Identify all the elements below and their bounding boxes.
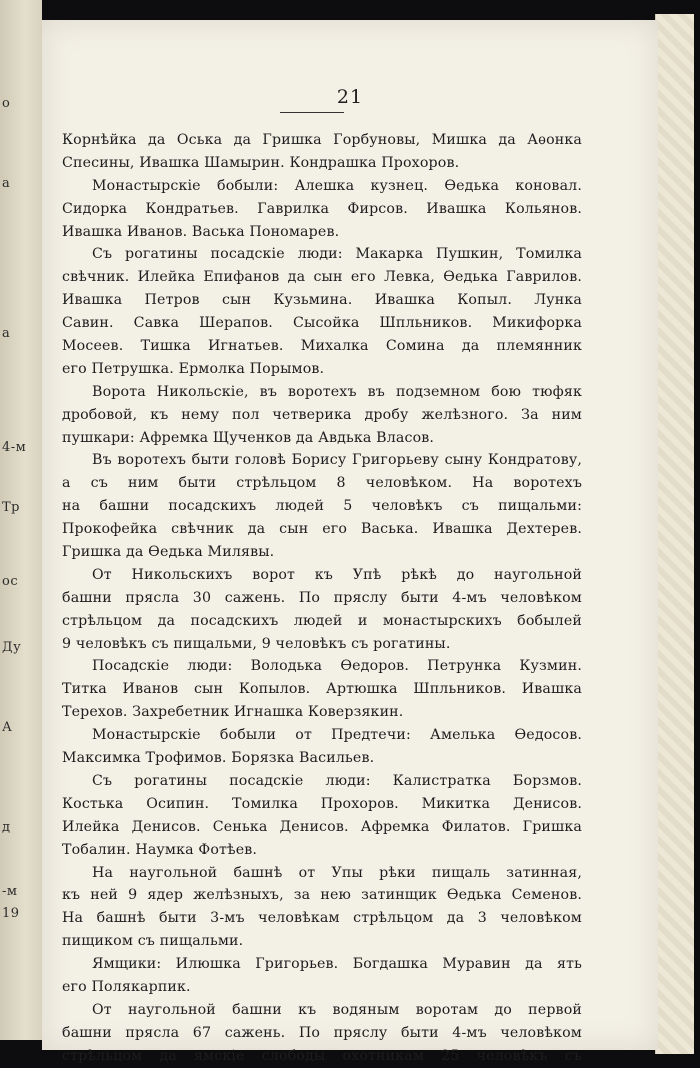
text-line: Ивашка Иванов. Васька Пономарев. [62, 223, 340, 240]
text-line: Терехов. Захребетник Игнашка Коверзякин. [62, 704, 404, 721]
underlying-page-edge [655, 14, 694, 1054]
text-line: От Никольскихъ ворот къ Упѣ рѣкѣ до наугольной [92, 566, 582, 583]
text-line: Савин. Савка Шерапов. Сысойка Шпльников. Микифорка [62, 315, 582, 332]
left-page-fragment: а [2, 176, 11, 191]
text-line: Ивашка Петров сын Кузьмина. Ивашка Копыл. Лунка [62, 292, 582, 309]
text-line: свѣчник. Илейка Епифанов да сын его Левка, Ѳедька Гаврилов. [62, 269, 582, 286]
text-line: 9 человѣкъ съ пищальми, 9 человѣкъ съ рогатины. [62, 635, 451, 652]
text-line: Максимка Трофимов. Борязка Васильев. [62, 750, 375, 767]
text-line: башни прясла 67 сажень. По пряслу быти 4-мъ человѣком [62, 1024, 582, 1041]
page-number-rule [280, 112, 344, 113]
text-line: Въ воротехъ быти головѣ Борису Григорьеву сыну Кондратову, [92, 452, 582, 469]
text-line: От наугольной башни къ водяным воротам до первой [92, 1001, 582, 1018]
text-line: Съ рогатины посадскіе люди: Макарка Пушкин, Томилка [92, 246, 582, 263]
text-line: а съ ним быти стрѣльцом 8 человѣком. На воротехъ [62, 475, 582, 492]
text-line: Тобалин. Наумка Фотѣев. [62, 841, 258, 858]
text-line: пушкари: Афремка Щученков да Авдька Власов. [62, 429, 435, 446]
text-line: башни прясла 30 сажень. По пряслу быти 4-мъ человѣком [62, 589, 582, 606]
text-line: Илейка Денисов. Сенька Денисов. Афремка Филатов. Гришка [62, 818, 582, 835]
text-line: Посадскіе люди: Володька Ѳедоров. Петрунка Кузмин. [92, 658, 582, 675]
text-line: Монастырскіе бобыли: Алешка кузнец. Ѳедька коновал. [92, 177, 582, 194]
left-page-fragment: Тр [2, 500, 20, 515]
text-line: Титка Иванов сын Копылов. Артюшка Шпльников. Ивашка [62, 681, 582, 698]
text-line: Сидорка Кондратьев. Гаврилка Фирсов. Ивашка Кольянов. [62, 200, 582, 217]
text-line: дробовой, къ нему пол четверика дробу желѣзного. За ним [62, 406, 582, 423]
left-page-fragment: 4-м [2, 440, 27, 455]
text-line: къ ней 9 ядер желѣзныхъ, за нею затинщик Ѳедька Семенов. [62, 887, 582, 904]
text-line: Ворота Никольскіе, въ воротехъ въ подземном бою тюфяк [92, 383, 582, 400]
left-page-edge [0, 0, 42, 1040]
left-page-fragment: А [2, 720, 13, 735]
text-line: Монастырскіе бобыли от Предтечи: Амелька Ѳедосов. [92, 727, 582, 744]
text-line: его Полякарпик. [62, 978, 191, 995]
text-line: Корнѣйка да Оська да Гришка Горбуновы, Мишка да Аѳонка [62, 132, 582, 148]
left-page-fragment: 19 [2, 906, 20, 921]
text-line: Съ рогатины посадскіе люди: Калистратка Борзмов. [92, 772, 582, 789]
page-number: 21 [336, 86, 364, 108]
text-line: Гришка да Ѳедька Милявы. [62, 544, 275, 561]
text-line: Прокофейка свѣчник да сын его Васька. Ивашка Дехтерев. [62, 521, 582, 538]
left-page-fragment: -м [2, 884, 18, 899]
left-page-fragment: д [2, 820, 11, 835]
text-line: На башнѣ быти 3-мъ человѣкам стрѣльцом да 3 человѣком [62, 910, 582, 927]
text-line: Ямщики: Илюшка Григорьев. Богдашка Муравин да ять [92, 956, 582, 973]
text-line: его Петрушка. Ермолка Порымов. [62, 360, 325, 377]
left-page-fragment: Ду [2, 640, 22, 655]
text-line: стрѣльцом да ямскіе слободы охотникам 25 человѣкъ съ [62, 1047, 582, 1064]
left-page-fragment: ос [2, 574, 19, 589]
left-page-fragment: о [2, 96, 11, 111]
text-line: стрѣльцом да посадскихъ людей и монастырскихъ бобылей [62, 612, 582, 629]
book-page [42, 20, 658, 1064]
text-line: Мосеев. Тишка Игнатьев. Михалка Сомина да племянник [62, 338, 582, 355]
text-line: пищиком съ пищальми. [62, 933, 244, 950]
text-line: Спесины, Ивашка Шамырин. Кондрашка Прохоров. [62, 154, 460, 171]
text-line: Костька Осипин. Томилка Прохоров. Микитка Денисов. [62, 795, 582, 812]
page-text [62, 129, 582, 1068]
left-page-fragment: а [2, 326, 11, 341]
text-line: На наугольной башнѣ от Упы рѣки пищаль затинная, [92, 864, 582, 881]
text-line: на башни посадскихъ людей 5 человѣкъ съ пищальми: [62, 498, 582, 515]
